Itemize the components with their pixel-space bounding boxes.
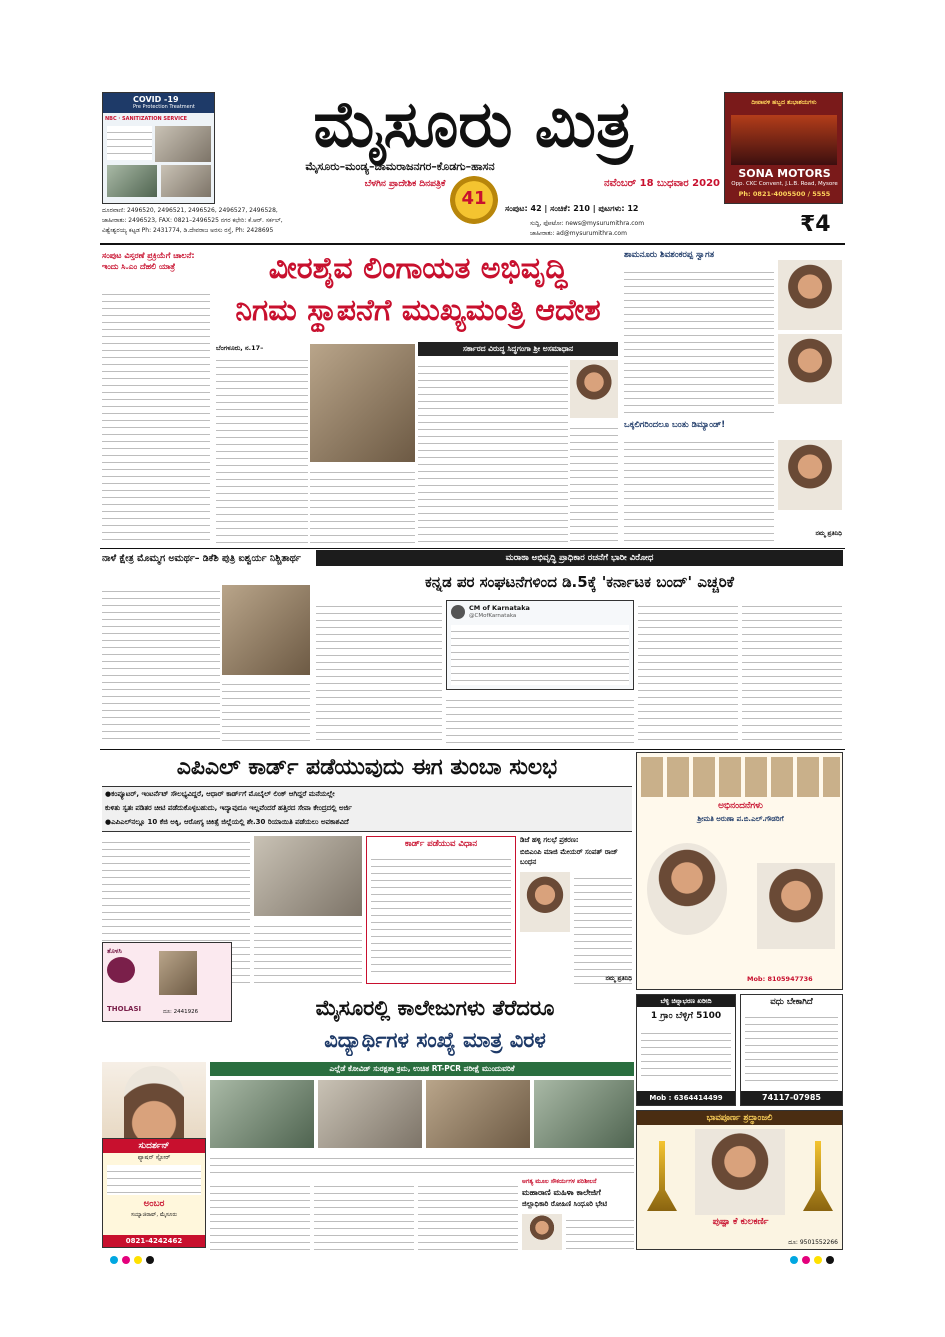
apl-bullets: [102, 786, 632, 832]
sudarshan-sub: ಫ್ಯಾಷನ್ ಸ್ಟೋರ್: [137, 1154, 171, 1161]
sudarshan-location: ಸಯ್ಯಾಜಿರಾವ್, ಮೈಸೂರು: [131, 1212, 177, 1218]
card-method-title: ಕಾರ್ಡ್ ಪಡೆಯುವ ವಿಧಾನ: [404, 839, 478, 849]
tholasi-tag: ತೊಳಸಿ: [107, 947, 122, 955]
sudarshan-phone: 0821-4242462: [103, 1235, 205, 1247]
registration-dot: [146, 1256, 154, 1264]
anniversary-number: 41: [461, 188, 487, 209]
covid-ad-title: COVID -19: [133, 95, 179, 104]
college-photo-4: [534, 1080, 634, 1148]
shamanur-photo: [778, 260, 842, 330]
tholasi-name: THOLASI: [107, 1005, 142, 1013]
silver-mobile: Mob : 6364414499: [637, 1091, 735, 1105]
rohini-photo: [522, 1214, 562, 1250]
felicitation-name: ಶ್ರೀಮತಿ ಅರುಣಾ ಪ.ಬಿ.ಎಲ್.ಗೌಡರಿಗೆ: [697, 815, 784, 823]
phones-line-2: ಜಾಹೀರಾತು: 2496523, FAX: 0821–2496525 ನಗರ ಕಛೇರಿ: ಕೆ.ಆರ್. ಸರ್ಕಲ್,: [102, 217, 283, 224]
card-method-box: [366, 836, 516, 984]
covid-ad-tag: NBC · SANITIZATION SERVICE: [105, 116, 188, 122]
phones-line-3: ವಿಶ್ವೇಶ್ವರಯ್ಯ ಕಟ್ಟಡ Ph: 2431774, ಡಿ.ದೇವರಾಜ ಅರಸು ರಸ್ತೆ, Ph: 2428695: [102, 227, 274, 234]
felicitation-title: ಅಭಿನಂದನೆಗಳು: [718, 801, 763, 811]
ambar-name: ಅಂಬರ: [143, 1199, 165, 1209]
lead-headline-2: ನಿಗಮ ಸ್ಥಾಪನೆಗೆ ಮುಖ್ಯಮಂತ್ರಿ ಆದೇಶ: [235, 293, 601, 328]
lead-credit: ನಮ್ಮ ಪ್ರತಿನಿಧಿ: [815, 530, 842, 537]
sona-title: SONA MOTORS: [738, 167, 831, 180]
sona-greeting: ದೀಪಾವಳಿ ಹಬ್ಬದ ಶುಭಾಶಯಗಳು: [751, 99, 817, 106]
price: ₹4: [800, 212, 831, 237]
registration-dot: [134, 1256, 142, 1264]
marata-strip: [316, 550, 843, 566]
issue-info: ಸಂಪುಟ: 42 | ಸಂಚಿಕೆ: 210 | ಪುಟಗಳು: 12: [505, 204, 639, 213]
shraddhanjali-ad[interactable]: [636, 1110, 843, 1250]
college-photo-1: [210, 1080, 314, 1148]
college-strip: [210, 1062, 634, 1076]
vadu-phone: 74117-07985: [741, 1091, 842, 1105]
bandh-headline: ಕನ್ನಡ ಪರ ಸಂಘಟನೆಗಳಿಂದ ಡಿ.5ಕ್ಕೆ 'ಕರ್ನಾಟಕ ಬಂದ್' ಎಚ್ಚರಿಕೆ: [424, 573, 734, 591]
college-headline-2: ವಿದ್ಯಾರ್ಥಿಗಳ ಸಂಖ್ಯೆ ಮಾತ್ರ ವಿರಳ: [324, 1028, 546, 1052]
silver-head: ಬೆಳ್ಳಿ ಚಿನ್ನಾಭರಣ ಖರೀದಿ: [637, 995, 735, 1007]
right-quote-1: ಶಾಮನೂರು ಶಿವಶಂಕರಪ್ಪ ಸ್ವಾಗತ: [624, 250, 715, 260]
ad-email: ಜಾಹೀರಾತು: ad@mysurumithra.com: [530, 230, 627, 237]
right-quote-2: ಒಕ್ಕಲಿಗರಿಂದಲೂ ಬಂತು ಡಿಮ್ಯಾಂಡ್!: [624, 420, 726, 430]
marata-strip-text: ಮರಾಠಾ ಅಭಿವೃದ್ಧಿ ಪ್ರಾಧಿಕಾರ ರಚನೆಗೆ ಭಾರೀ ವಿರೋಧ: [505, 553, 654, 563]
registration-dot: [790, 1256, 798, 1264]
apl-credit: ನಮ್ಮ ಪ್ರತಿನಿಧಿ: [605, 975, 632, 982]
sampath-raj-photo: [520, 872, 570, 932]
vadu-head: ವಧು ಬೇಕಾಗಿದೆ: [770, 997, 813, 1007]
college-photo-2: [318, 1080, 422, 1148]
cm-photo: [310, 344, 415, 462]
sona-phone: Ph: 0821-4005500 / 5555: [738, 190, 831, 198]
sona-address: Opp. CKC Convent, J.L.B. Road, Mysore: [731, 181, 838, 187]
news-email: ಸುದ್ದಿ, ಫೋಟೋ: news@mysurumithra.com: [530, 220, 645, 227]
left-story-head: ಸಂಪುಟ ವಿಸ್ತರಣೆ ಪ್ರಕ್ರಿಯೆಗೆ ಚಾಲನೆ: ಇಂದು ಸಿ.ಎಂ ದೆಹಲಿ ಯಾತ್ರೆ: [102, 251, 195, 271]
lead-dateline: ಬೆಂಗಳೂರು, ನ.17–: [216, 344, 264, 352]
silver-ad[interactable]: [636, 994, 736, 1106]
college-headline-1: ಮೈಸೂರಲ್ಲಿ ಕಾಲೇಜುಗಳು ತೆರೆದರೂ: [315, 996, 555, 1020]
issue-date: ನವೆಂಬರ್ 18 ಬುಧವಾರ 2020: [604, 178, 720, 189]
covid-ad[interactable]: [102, 92, 215, 204]
engagement-photo: [222, 585, 310, 675]
engagement-head: ನಾಳೆ ಕ್ಷೇತ್ರ ಮೊಮ್ಮಗ ಅಮರ್ಥ– ಡಿಕೆಶಿ ಪುತ್ರಿ ಐಶ್ವರ್ಯ ನಿಶ್ಚಿತಾರ್ಥ: [102, 553, 301, 564]
dj-halli-head-2: ಬಿಬಿಎಂಪಿ ಮಾಜಿ ಮೇಯರ್ ಸಂಪತ್ ರಾಜ್ ಬಂಧನ: [520, 848, 618, 866]
ration-card-screenshot: [254, 836, 362, 916]
phones-line-1: ದೂರವಾಣಿ: 2496520, 2496521, 2496526, 2496527, 2496528,: [102, 207, 278, 214]
felicitation-mobile: Mob: 8105947736: [747, 975, 813, 983]
dj-halli-head-1: ಡಿಜೆ ಹಳ್ಳಿ ಗಲಭೆ ಪ್ರಕರಣ:: [520, 836, 579, 844]
covid-ad-subtitle: Pre Protection Treatment: [133, 104, 195, 110]
second-leader-photo: [778, 334, 842, 404]
shraddh-name: ಪುಷ್ಪಾ ಕೆ ಕುಲಕರ್ಣಿ: [712, 1217, 769, 1227]
lead-sub-strip: [418, 342, 618, 356]
maharani-kicker: ಅಗತ್ಯ ಮೂಲ ಸೌಕರ್ಯಗಳ ಪರಿಶೀಲನೆ: [522, 1178, 597, 1185]
maharani-head-1: ಮಹಾರಾಣಿ ಮಹಿಳಾ ಕಾಲೇಜಿಗೆ: [522, 1188, 601, 1197]
tholasi-ad[interactable]: [102, 942, 232, 1022]
swamiji-photo: [570, 360, 618, 418]
masthead-title: ಮೈಸೂರು ಮಿತ್ರ: [313, 88, 633, 162]
sona-motors-ad[interactable]: [724, 92, 843, 204]
registration-dot: [110, 1256, 118, 1264]
tholasi-phone: ದೂ: 2441926: [163, 1009, 199, 1015]
vadu-ad[interactable]: [740, 994, 843, 1106]
registration-dot: [826, 1256, 834, 1264]
tweet-name: CM of Karnataka: [469, 604, 530, 612]
third-leader-photo: [778, 440, 842, 510]
apl-bullet-1: ●ಕಂಪ್ಯೂಟರ್, ಇಂಟರ್ನೆಟ್ ಸೌಲಭ್ಯವಿದ್ದರೆ, ಆಧಾರ್ ಕಾರ್ಡ್‌ಗೆ ಮೊಬೈಲ್ ಲಿಂಕ್ ಆಗಿದ್ದರೆ ಮನೆಯಲ್ಲೇ: [105, 790, 335, 798]
apl-headline: ಎಪಿಎಲ್ ಕಾರ್ಡ್ ಪಡೆಯುವುದು ಈಗ ತುಂಬಾ ಸುಲಭ: [176, 755, 558, 780]
registration-dot: [802, 1256, 810, 1264]
silver-rate: 1 ಗ್ರಾಂ ಬೆಳ್ಳಿಗೆ 5100: [650, 1011, 722, 1021]
maharani-head-2: ಜಿಲ್ಲಾಧಿಕಾರಿ ರೋಹಿಣಿ ಸಿಂಧೂರಿ ಭೇಟಿ: [522, 1200, 608, 1208]
masthead-tagline: ಬೆಳಗಿನ ಪ್ರಾದೇಶಿಕ ದಿನಪತ್ರಿಕೆ: [364, 179, 446, 189]
tweet-handle: @CMofKarnataka: [469, 613, 517, 619]
masthead-subtitle: ಮೈಸೂರು–ಮಂಡ್ಯ–ಚಾಮರಾಜನಗರ–ಕೊಡಗು–ಹಾಸನ: [305, 160, 495, 173]
lead-headline-1: ವೀರಶೈವ ಲಿಂಗಾಯತ ಅಭಿವೃದ್ಧಿ: [268, 251, 568, 286]
registration-dot: [814, 1256, 822, 1264]
college-photo-3: [426, 1080, 530, 1148]
registration-dot: [122, 1256, 130, 1264]
cm-tweet[interactable]: [446, 600, 634, 690]
sudarshan-ad[interactable]: [102, 1138, 206, 1248]
lead-sub-strip-text: ಸರ್ಕಾರದ ವಿರುದ್ಧ ಸಿದ್ಧಗಂಗಾ ಶ್ರೀ ಅಸಮಾಧಾನ: [462, 344, 574, 353]
felicitation-ad[interactable]: [636, 752, 843, 990]
college-strip-text: ಎಲ್ಲೆಡೆ ಕೋವಿಡ್ ಸುರಕ್ಷತಾ ಕ್ರಮ, ಉಚಿತ RT-PCR ಪರೀಕ್ಷೆ ಮುಂದುವರಿಕೆ: [329, 1064, 515, 1073]
newspaper-page: [100, 90, 845, 1250]
apl-bullet-3: ●ಎಪಿಎಲ್‌ನಲ್ಲೂ 10 ಕೆಜಿ ಅಕ್ಕಿ, ಆರೋಗ್ಯ ಚಿಕಿತ್ಸೆ ಜಿಲ್ಲೆಯಲ್ಲಿ ಶೇ.30 ರಿಯಾಯಿತಿ ಪಡೆಯಲು ಅವಕಾಶವಿದೆ: [105, 818, 349, 826]
apl-bullet-2: ಕುಳಿತು ಸ್ವತಃ ಪಡಿತರ ಚೀಟಿ ಪಡೆದುಕೊಳ್ಳಬಹುದು, ಇದ್ಯಾವುದೂ ಇಲ್ಲವೆಂದರೆ ಹತ್ತಿರದ ಸೇವಾ ಕೇಂದ್ರದಲ್ಲಿ ಅರ್ಜಿ: [105, 804, 352, 812]
sudarshan-title: ಸುದರ್ಶನ್: [103, 1139, 205, 1153]
anniversary-badge: [450, 176, 498, 224]
shraddh-phone: ದೂ: 9501552266: [788, 1239, 838, 1246]
shraddh-title: ಭಾವಪೂರ್ಣ ಶ್ರದ್ಧಾಂಜಲಿ: [637, 1111, 842, 1125]
